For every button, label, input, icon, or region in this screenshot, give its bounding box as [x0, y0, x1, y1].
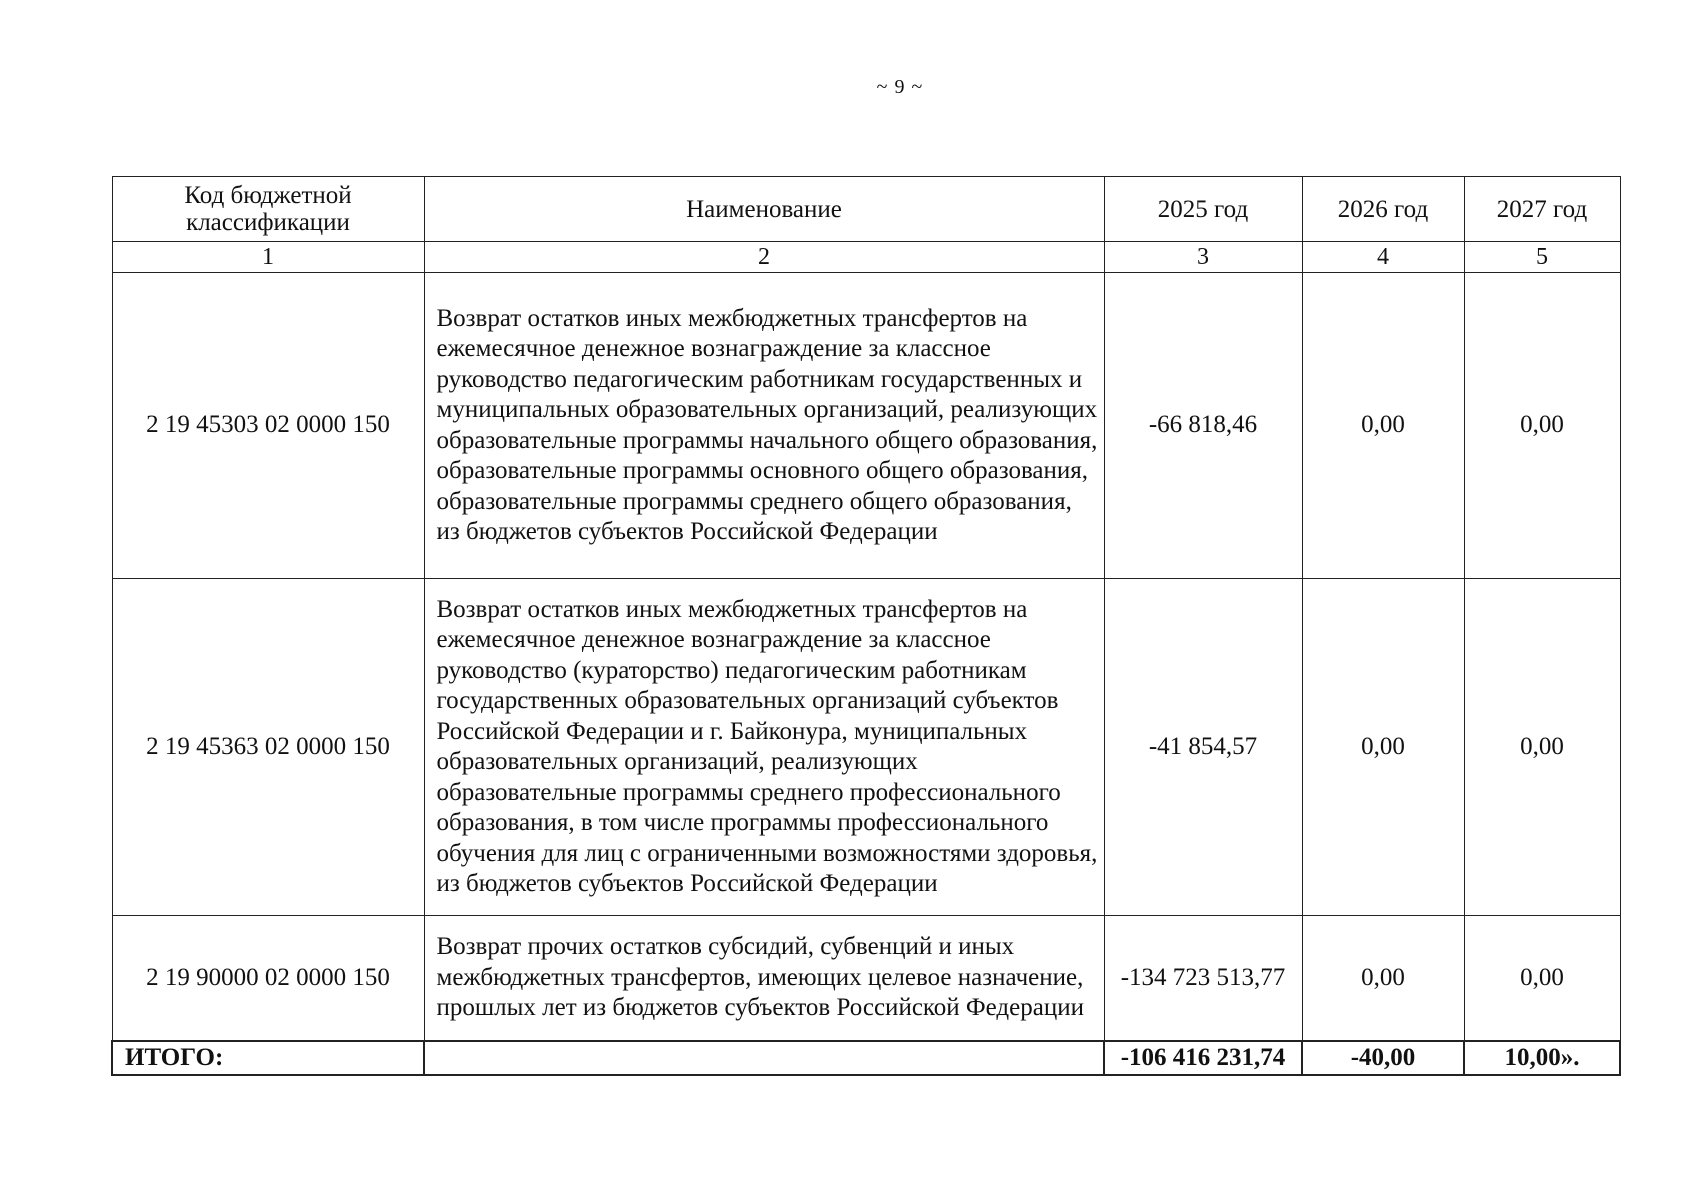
amount-2027-cell: 0,00 [1464, 916, 1620, 1042]
amount-2025-cell: -41 854,57 [1104, 579, 1302, 916]
name-cell: Возврат остатков иных межбюджетных трансфертов на ежемесячное денежное вознаграждение за классное руководство (кураторство) педагогическим работникам государственных образовательных организаций субъектов Российской Федерации и г. Байконура, муниципальных образовательных организаций, реализующих образовательные программы среднего профессионального образования, в том числе программы профессионального обучения для лиц с ограниченными возможностями здоровья, из бюджетов субъектов Российской Федерации [424, 579, 1104, 916]
amount-2026-cell: 0,00 [1302, 579, 1464, 916]
total-label: ИТОГО: [112, 1041, 424, 1075]
total-2025-cell: -106 416 231,74 [1104, 1041, 1302, 1075]
total-row [112, 1041, 1620, 1075]
table-row [112, 916, 1620, 1042]
column-number: 4 [1302, 242, 1464, 273]
table-row [112, 273, 1620, 579]
name-cell: Возврат остатков иных межбюджетных трансфертов на ежемесячное денежное вознаграждение за классное руководство педагогическим работникам государственных и муниципальных образовательных организаций, реализующих образовательные программы начального общего образования, образовательные программы основного общего образования, образовательные программы среднего общего образования, из бюджетов субъектов Российской Федерации [424, 273, 1104, 579]
header-code: Код бюджетной классификации [112, 177, 424, 242]
budget-code-cell: 2 19 90000 02 0000 150 [112, 916, 424, 1042]
column-number-row [112, 242, 1620, 273]
header-name: Наименование [424, 177, 1104, 242]
amount-2025-cell: -134 723 513,77 [1104, 916, 1302, 1042]
amount-2027-cell: 0,00 [1464, 579, 1620, 916]
budget-code-cell: 2 19 45363 02 0000 150 [112, 579, 424, 916]
table-header-row [112, 177, 1620, 242]
budget-code-cell: 2 19 45303 02 0000 150 [112, 273, 424, 579]
total-2026-cell: -40,00 [1302, 1041, 1464, 1075]
header-year-2026: 2026 год [1302, 177, 1464, 242]
header-year-2025: 2025 год [1104, 177, 1302, 242]
amount-2025-cell: -66 818,46 [1104, 273, 1302, 579]
table-row [112, 579, 1620, 916]
amount-2027-cell: 0,00 [1464, 273, 1620, 579]
column-number: 5 [1464, 242, 1620, 273]
header-year-2027: 2027 год [1464, 177, 1620, 242]
column-number: 3 [1104, 242, 1302, 273]
column-number: 2 [424, 242, 1104, 273]
name-cell: Возврат прочих остатков субсидий, субвенций и иных межбюджетных трансфертов, имеющих целевое назначение, прошлых лет из бюджетов субъектов Российской Федерации [424, 916, 1104, 1042]
page-number: ~ 9 ~ [876, 76, 924, 98]
budget-table [111, 176, 1621, 1076]
amount-2026-cell: 0,00 [1302, 273, 1464, 579]
amount-2026-cell: 0,00 [1302, 916, 1464, 1042]
total-name-empty-cell [424, 1041, 1104, 1075]
total-2027-cell: 10,00». [1464, 1041, 1620, 1075]
column-number: 1 [112, 242, 424, 273]
